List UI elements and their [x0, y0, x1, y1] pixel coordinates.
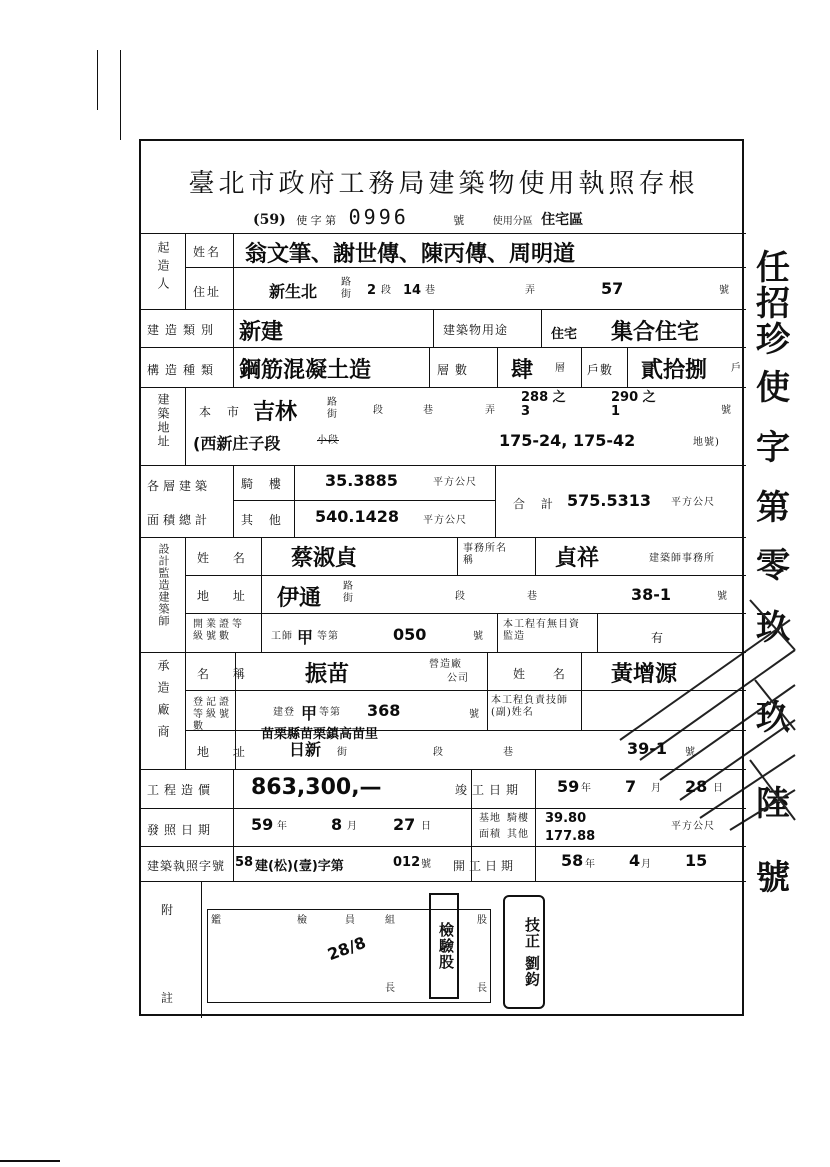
addr-no-unit: 號	[719, 285, 730, 296]
permit-no: 012	[393, 855, 421, 870]
completion-year-unit: 年	[581, 783, 592, 794]
license-number: 0996	[348, 205, 409, 229]
scan-margin-line	[97, 50, 98, 110]
site-land-section: (西新庄子段	[193, 434, 281, 453]
total-area: 575.5313	[567, 491, 652, 510]
side-char: 珍	[756, 320, 790, 360]
arch-reg-pre: 工師	[271, 631, 293, 642]
arch-road-unit: 路 街	[343, 581, 354, 604]
completion-year: 59	[557, 777, 580, 796]
row-divider	[141, 537, 746, 538]
col-divider	[457, 537, 458, 575]
license-form	[139, 139, 744, 1016]
units-label: 戶數	[587, 363, 614, 377]
addr-alley-unit: 弄	[525, 285, 536, 296]
build-use-label: 建築物用途	[443, 323, 509, 337]
site-land-numbers: 175-24, 175-42	[499, 431, 636, 450]
build-type-value: 新建	[239, 320, 284, 345]
license-suffix: 號	[453, 214, 465, 227]
arch-reg-suffix: 號	[473, 631, 484, 642]
row-divider	[141, 808, 746, 809]
issue-year-unit: 年	[277, 821, 288, 832]
notes-label-1: 附	[161, 903, 180, 917]
contr-reg-class: 甲	[301, 704, 318, 723]
architect-section-label: 設計監造建築師	[157, 543, 170, 627]
site-road-unit: 路 街	[327, 397, 338, 420]
row-divider	[141, 846, 746, 847]
site-lane-unit: 巷	[423, 405, 434, 416]
arch-addr-road: 伊通	[277, 586, 322, 611]
arch-q-label: 本工程有無目資監造	[503, 619, 580, 642]
arch-name-label: 姓 名	[197, 551, 255, 565]
site-land-unit: 地號)	[693, 437, 720, 448]
applicant-name-label: 姓名	[193, 245, 222, 259]
issue-day-unit: 日	[421, 821, 432, 832]
arch-reg-class: 甲	[297, 628, 314, 647]
units-unit: 戶	[731, 363, 742, 374]
arch-seg-unit: 段	[455, 591, 466, 602]
cost-label: 工程造價	[147, 783, 216, 797]
arch-addr-no: 38-1	[631, 585, 672, 604]
completion-label: 竣工日期	[455, 783, 524, 797]
col-divider	[535, 769, 536, 881]
applicant-addr-label: 住址	[193, 285, 222, 299]
side-char: 字	[756, 428, 790, 468]
issue-year: 59	[251, 815, 274, 834]
side-char: 零	[756, 546, 790, 586]
contractor-section-label: 承造廠商	[156, 659, 170, 747]
addr-road-unit: 路 街	[341, 277, 352, 300]
row-divider	[141, 465, 746, 466]
site-city: 本 市	[199, 405, 245, 419]
contr-reg-mid: 等第	[319, 707, 341, 718]
contr-reg-label: 登記證等級號數	[193, 697, 232, 732]
contr-name-label: 名 稱	[197, 667, 255, 681]
row-divider	[141, 881, 746, 882]
applicant-addr-lane: 14	[403, 283, 422, 298]
contr-rep-label: 姓 名	[513, 667, 577, 681]
contr-addr-road: 日新	[289, 740, 322, 759]
arcade-unit: 平方公尺	[433, 477, 477, 488]
contr-name: 振苗	[305, 662, 350, 687]
issue-month: 8	[331, 815, 343, 834]
note-col: 股	[477, 915, 488, 926]
side-char: 號	[756, 858, 790, 898]
total-label: 合 計	[513, 497, 559, 511]
col-divider	[429, 347, 430, 387]
permit-suffix: 號	[421, 859, 432, 870]
floors-unit: 層	[555, 363, 566, 374]
contr-addr-no-unit: 號	[685, 747, 696, 758]
contr-type-label: 營造廠	[429, 659, 462, 670]
contr-eng-label: 本工程負責技師(副)姓名	[491, 695, 568, 718]
contr-stamp: 苗栗縣苗栗鎮高苗里	[261, 727, 379, 742]
arcade-label: 騎 樓	[241, 477, 287, 491]
other-label: 其 他	[241, 513, 287, 527]
contr-addr-label: 地 址	[197, 745, 255, 759]
issue-label: 發照日期	[147, 823, 216, 837]
site-no-2: 290 之1	[611, 390, 656, 419]
col-divider	[535, 537, 536, 575]
license-line	[253, 205, 583, 229]
col-divider	[201, 881, 202, 1018]
contr-reg-no: 368	[367, 701, 401, 720]
start-month: 4	[629, 851, 641, 870]
arch-reg-no: 050	[393, 625, 427, 644]
floors-value: 肆	[511, 358, 534, 383]
col-divider	[487, 652, 488, 730]
zone-label: 使用分區	[492, 216, 533, 227]
applicant-names: 翁文筆、謝世傳、陳丙傳、周明道	[245, 242, 576, 267]
area-section-2: 面積總計	[147, 513, 212, 527]
arch-office: 貞祥	[555, 546, 600, 571]
start-year: 58	[561, 851, 584, 870]
start-label: 開工日期	[453, 859, 518, 873]
cost-value: 863,300,—	[251, 775, 382, 800]
scan-bottom-mark	[0, 1160, 60, 1162]
completion-day: 28	[685, 777, 708, 796]
completion-month-unit: 月	[651, 783, 662, 794]
total-unit: 平方公尺	[671, 497, 715, 508]
row-divider	[233, 500, 495, 501]
site-no-1: 288 之3	[521, 390, 566, 419]
col-divider	[261, 537, 262, 575]
side-char: 玖	[756, 608, 790, 648]
site-road: 吉林	[253, 400, 298, 425]
row-divider	[141, 769, 746, 770]
arch-name: 蔡淑貞	[291, 546, 358, 571]
arcade-area: 35.3885	[325, 471, 398, 490]
engineer-stamp: 技正 劉鈞	[503, 895, 545, 1009]
note-col: 長	[477, 983, 488, 994]
page-title: 臺北市政府工務局建築物使用執照存根	[188, 169, 699, 199]
note-col: 長	[385, 983, 396, 994]
base-label-2: 面積	[479, 829, 501, 840]
note-date: 28/8	[324, 932, 369, 965]
note-col: 組	[385, 915, 396, 926]
start-month-unit: 月	[641, 859, 652, 870]
col-divider	[233, 846, 234, 881]
contr-lane-unit: 巷	[503, 747, 514, 758]
struct-value: 鋼筋混凝土造	[239, 358, 372, 383]
contr-reg-pre: 建登	[273, 707, 295, 718]
side-char: 任	[756, 248, 790, 288]
license-prefix: (59)	[253, 212, 286, 228]
applicant-addr-road: 新生北	[269, 282, 318, 301]
other-area: 540.1428	[315, 507, 400, 526]
row-divider	[141, 347, 746, 348]
col-divider	[497, 347, 498, 387]
permit-label: 建築執照字號	[147, 859, 226, 873]
addr-seg-unit: 段	[381, 285, 392, 296]
arch-addr-label: 地 址	[197, 589, 255, 603]
site-seg-unit: 段	[373, 405, 384, 416]
col-divider	[627, 347, 628, 387]
col-divider	[541, 309, 542, 347]
col-divider	[597, 613, 598, 652]
col-divider	[294, 465, 295, 537]
col-divider	[233, 465, 234, 537]
permit-text: 建(松)(壹)字第	[255, 859, 344, 874]
side-char: 玖	[756, 698, 790, 738]
row-divider	[141, 387, 746, 388]
license-label: 使 字 第	[296, 214, 337, 227]
col-divider	[433, 309, 434, 347]
scan-margin-line	[120, 50, 121, 140]
col-divider	[185, 537, 186, 769]
inspection-stamp: 檢驗股	[429, 893, 459, 999]
contr-seg-unit: 段	[433, 747, 444, 758]
applicant-addr-seg: 2	[367, 283, 377, 298]
site-alley-unit: 弄	[485, 405, 496, 416]
start-day: 15	[685, 851, 708, 870]
side-char: 第	[756, 488, 790, 528]
zone-value: 住宅區	[541, 212, 584, 228]
other-unit: 平方公尺	[423, 515, 467, 526]
arch-reg-mid: 等第	[317, 631, 339, 642]
site-section-label: 建築地址	[156, 393, 170, 449]
arch-reg-label: 開業證等級號數	[193, 619, 245, 642]
applicant-section-label: 起造人	[156, 241, 170, 295]
base-other-value: 177.88	[545, 829, 596, 844]
contr-addr-no: 39-1	[627, 739, 668, 758]
site-land-strike: 小段	[317, 435, 339, 446]
site-no-unit: 號	[721, 405, 732, 416]
completion-day-unit: 日	[713, 783, 724, 794]
base-arcade-label: 騎樓	[507, 813, 529, 824]
base-unit: 平方公尺	[671, 821, 715, 832]
units-value: 貳拾捌	[641, 358, 708, 383]
contr-rep: 黃增源	[611, 662, 678, 687]
completion-month: 7	[625, 777, 637, 796]
area-section-1: 各層建築	[147, 479, 212, 493]
note-col: 員	[345, 915, 356, 926]
row-divider	[141, 309, 746, 310]
base-arcade-value: 39.80	[545, 811, 587, 826]
row-divider	[141, 652, 746, 653]
col-divider	[185, 233, 186, 309]
contr-reg-suffix: 號	[469, 709, 480, 720]
col-divider	[261, 613, 262, 652]
row-divider	[185, 575, 746, 576]
row-divider	[185, 690, 746, 691]
floors-label: 層數	[437, 363, 474, 377]
col-divider	[233, 309, 234, 387]
arch-office-suffix: 建築師事務所	[649, 553, 715, 564]
col-divider	[233, 808, 234, 846]
arch-lane-unit: 巷	[527, 591, 538, 602]
col-divider	[233, 233, 234, 309]
row-divider	[141, 233, 746, 234]
addr-lane-unit: 巷	[425, 285, 436, 296]
arch-q-answer: 有	[651, 631, 670, 645]
col-divider	[495, 465, 496, 537]
contr-road-unit: 街	[337, 747, 348, 758]
arch-addr-no-unit: 號	[717, 591, 728, 602]
base-label-1: 基地	[479, 813, 501, 824]
build-use-pre: 住宅	[551, 327, 578, 342]
arch-office-label: 事務所名稱	[463, 543, 507, 566]
col-divider	[497, 613, 498, 652]
row-divider	[185, 613, 746, 614]
side-char: 招	[756, 284, 790, 324]
note-col: 鑑	[211, 915, 222, 926]
issue-day: 27	[393, 815, 416, 834]
start-year-unit: 年	[585, 859, 596, 870]
col-divider	[233, 769, 234, 808]
applicant-addr-no: 57	[601, 279, 624, 298]
build-use-value: 集合住宅	[611, 320, 700, 345]
col-divider	[185, 387, 186, 465]
col-divider	[581, 347, 582, 387]
contr-type-label-2: 公司	[447, 673, 469, 684]
struct-label: 構造種類	[147, 363, 220, 377]
col-divider	[261, 575, 262, 613]
issue-month-unit: 月	[347, 821, 358, 832]
build-type-label: 建造類別	[147, 323, 220, 337]
note-col: 檢	[297, 915, 308, 926]
base-other-label: 其他	[507, 829, 529, 840]
permit-year: 58	[235, 855, 254, 870]
side-char: 陸	[756, 784, 790, 824]
side-char: 使	[756, 368, 790, 408]
notes-label-2: 註	[161, 991, 180, 1005]
